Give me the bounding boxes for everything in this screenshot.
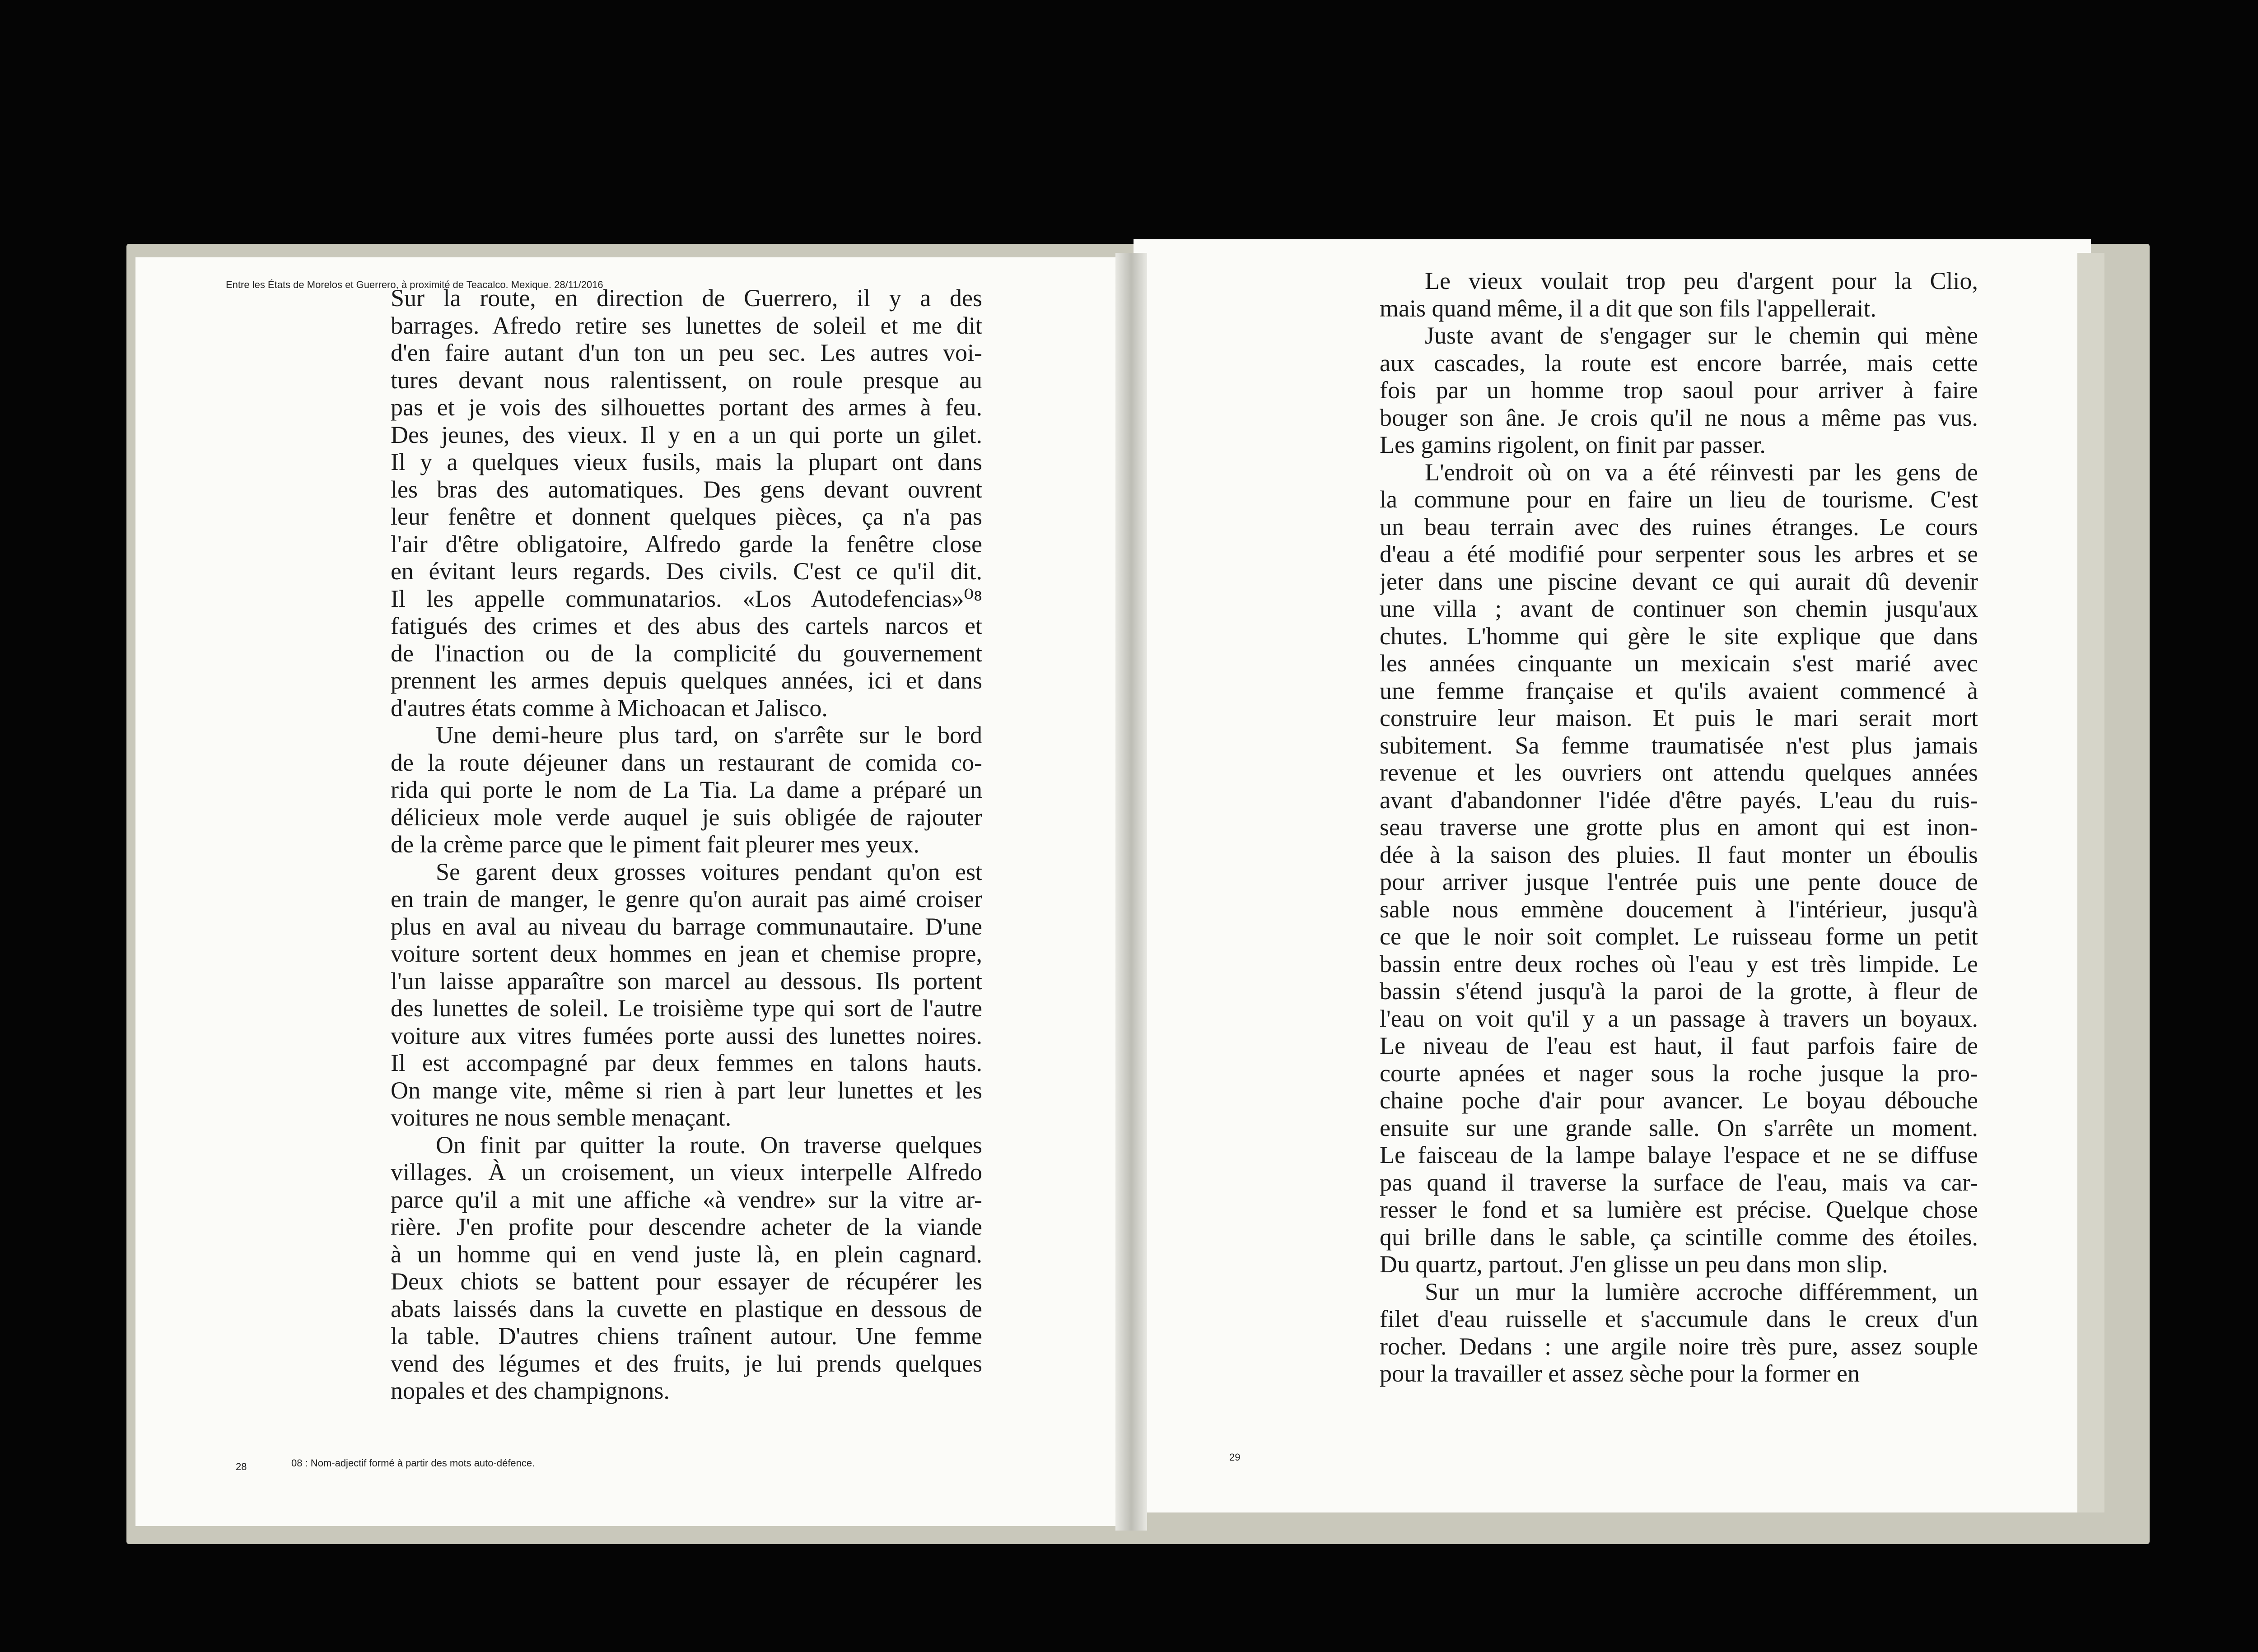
text-line: rida qui porte le nom de La Tia. La dame a préparé un xyxy=(391,776,982,803)
right-page-text xyxy=(1380,267,1978,1387)
text-line: l'air d'être obligatoire, Alfredo garde la fenêtre close xyxy=(391,530,982,558)
text-line: On finit par quitter la route. On traverse quelques xyxy=(436,1131,982,1159)
text-line: voiture aux vitres fumées porte aussi des lunettes noires. xyxy=(391,1022,982,1049)
text-line: Le vieux voulait trop peu d'argent pour la Clio, xyxy=(1425,267,1978,294)
text-line: d'autres états comme à Michoacan et Jalisco. xyxy=(391,694,828,721)
text-line: prennent les armes depuis quelques années, ici et dans xyxy=(391,667,982,694)
text-line: d'en faire autant d'un ton un peu sec. Les autres voi- xyxy=(391,339,982,366)
text-line: vend des légumes et des fruits, je lui prends quelques xyxy=(391,1350,982,1377)
text-line: de l'inaction ou de la complicité du gouvernement xyxy=(391,639,982,667)
text-line: seau traverse une grotte plus en amont qui est inon- xyxy=(1380,814,1978,841)
text-line: bassin entre deux roches où l'eau y est très limpide. Le xyxy=(1380,950,1978,977)
page-number-right: 29 xyxy=(1229,1452,1241,1463)
text-line: nopales et des champignons. xyxy=(391,1377,670,1404)
text-line: Des jeunes, des vieux. Il y en a un qui porte un gilet. xyxy=(391,421,982,448)
text-line: la commune pour en faire un lieu de tourisme. C'est xyxy=(1380,486,1978,513)
text-line: d'eau a été modifié pour serpenter sous les arbres et se xyxy=(1380,540,1978,568)
text-line: construire leur maison. Et puis le mari serait mort xyxy=(1380,704,1978,731)
text-line: parce qu'il a mit une affiche «à vendre» sur la vitre ar- xyxy=(391,1186,982,1213)
text-line: à un homme qui en vend juste là, en plein cagnard. xyxy=(391,1240,982,1268)
text-line: abats laissés dans la cuvette en plastique en dessous de xyxy=(391,1295,982,1322)
text-line: Le faisceau de la lampe balaye l'espace et ne se diffuse xyxy=(1380,1141,1978,1168)
text-line: On mange vite, même si rien à part leur lunettes et les xyxy=(391,1076,982,1104)
text-line: aux cascades, la route est encore barrée, mais cette xyxy=(1380,349,1978,377)
text-line: en train de manger, le genre qu'on aurait pas aimé croiser xyxy=(391,885,982,912)
text-line: voitures ne nous semble menaçant. xyxy=(391,1104,732,1131)
text-line: ensuite sur une grande salle. On s'arrête un moment. xyxy=(1380,1114,1978,1141)
text-line: leur fenêtre et donnent quelques pièces, ça n'a pas xyxy=(391,503,982,530)
text-line: qui brille dans le sable, ça scintille comme des étoiles. xyxy=(1380,1223,1978,1251)
text-line: pas et je vois des silhouettes portant des armes à feu. xyxy=(391,394,982,421)
text-line: tures devant nous ralentissent, on roule presque au xyxy=(391,366,982,394)
text-line: Une demi-heure plus tard, on s'arrête sur le bord xyxy=(436,721,982,749)
text-line: ce que le noir soit complet. Le ruisseau forme un petit xyxy=(1380,923,1978,950)
text-line: Sur la route, en direction de Guerrero, il y a des xyxy=(391,284,982,312)
text-line: Deux chiots se battent pour essayer de récupérer les xyxy=(391,1268,982,1295)
page-edges xyxy=(2077,253,2104,1512)
text-line: l'eau on voit qu'il y a un passage à travers un boyaux. xyxy=(1380,1005,1978,1032)
text-line: Du quartz, partout. J'en glisse un peu dans mon slip. xyxy=(1380,1251,1888,1278)
text-line: en évitant leurs regards. Des civils. C'est ce qu'il dit. xyxy=(391,558,982,585)
header-caption: Entre les États de Morelos et Guerrero, à proximité de Teacalco. Mexique. 28/11/2016 xyxy=(226,279,603,290)
text-line: dée à la saison des pluies. Il faut monter un éboulis xyxy=(1380,841,1978,868)
text-line: rière. J'en profite pour descendre acheter de la viande xyxy=(391,1213,982,1240)
text-line: de la route déjeuner dans un restaurant de comida co- xyxy=(391,749,982,776)
text-line: Sur un mur la lumière accroche différemment, un xyxy=(1425,1278,1978,1305)
text-line: jeter dans une piscine devant ce qui aurait dû devenir xyxy=(1380,568,1978,595)
text-line: subitement. Sa femme traumatisée n'est plus jamais xyxy=(1380,731,1978,759)
footnote: 08 : Nom-adjectif formé à partir des mots auto-défence. xyxy=(291,1457,535,1469)
text-line: pour arriver jusque l'entrée puis une pente douce de xyxy=(1380,868,1978,895)
text-line: pour la travailler et assez sèche pour la former en xyxy=(1380,1360,1860,1387)
text-line: chaine poche d'air pour avancer. Le boyau débouche xyxy=(1380,1087,1978,1114)
text-line: chutes. L'homme qui gère le site explique que dans xyxy=(1380,622,1978,650)
text-line: bouger son âne. Je crois qu'il ne nous a même pas vus. xyxy=(1380,404,1978,431)
text-line: Se garent deux grosses voitures pendant qu'on est xyxy=(436,858,982,885)
text-line: Le niveau de l'eau est haut, il faut parfois faire de xyxy=(1380,1032,1978,1059)
text-line: les années cinquante un mexicain s'est marié avec xyxy=(1380,650,1978,677)
text-line: une villa ; avant de continuer son chemin jusqu'aux xyxy=(1380,595,1978,622)
text-line: une femme française et qu'ils avaient commencé à xyxy=(1380,677,1978,704)
text-line: délicieux mole verde auquel je suis obligée de rajouter xyxy=(391,803,982,831)
text-line: resser le fond et sa lumière est précise. Quelque chose xyxy=(1380,1196,1978,1223)
text-line: un beau terrain avec des ruines étranges. Le cours xyxy=(1380,513,1978,540)
text-line: les bras des automatiques. Des gens devant ouvrent xyxy=(391,475,982,503)
text-line: la table. D'autres chiens traînent autour. Une femme xyxy=(391,1322,982,1350)
text-line: fatigués des crimes et des abus des cartels narcos et xyxy=(391,612,982,639)
text-line: plus en aval au niveau du barrage communautaire. D'une xyxy=(391,912,982,940)
text-line: de la crème parce que le piment fait pleurer mes yeux. xyxy=(391,831,919,858)
left-page-text xyxy=(391,284,982,1405)
text-line: revenue et les ouvriers ont attendu quelques années xyxy=(1380,759,1978,786)
text-line: villages. À un croisement, un vieux interpelle Alfredo xyxy=(391,1159,982,1186)
text-line: voiture sortent deux hommes en jean et chemise propre, xyxy=(391,940,982,967)
text-line: l'un laisse apparaître son marcel au dessous. Ils portent xyxy=(391,967,982,995)
text-line: sable nous emmène doucement à l'intérieur, jusqu'à xyxy=(1380,895,1978,923)
book-gutter xyxy=(1115,253,1147,1531)
text-line: courte apnées et nager sous la roche jusque la pro- xyxy=(1380,1059,1978,1087)
text-line: filet d'eau ruisselle et s'accumule dans le creux d'un xyxy=(1380,1305,1978,1332)
text-line: Les gamins rigolent, on finit par passer. xyxy=(1380,431,1766,458)
text-line: Juste avant de s'engager sur le chemin qui mène xyxy=(1425,322,1978,349)
text-line: Il les appelle communatarios. «Los Autodefencias»⁰⁸ xyxy=(391,585,982,612)
text-line: barrages. Afredo retire ses lunettes de soleil et me dit xyxy=(391,312,982,339)
text-line: pas quand il traverse la surface de l'eau, mais va car- xyxy=(1380,1168,1978,1196)
text-line: mais quand même, il a dit que son fils l'appellerait. xyxy=(1380,294,1876,322)
text-line: des lunettes de soleil. Le troisième type qui sort de l'autre xyxy=(391,995,982,1022)
text-line: L'endroit où on va a été réinvesti par les gens de xyxy=(1425,458,1978,486)
text-line: bassin s'étend jusqu'à la paroi de la grotte, à fleur de xyxy=(1380,977,1978,1005)
text-line: fois par un homme trop saoul pour arriver à faire xyxy=(1380,377,1978,404)
page-number-left: 28 xyxy=(236,1461,247,1472)
text-line: rocher. Dedans : une argile noire très pure, assez souple xyxy=(1380,1332,1978,1360)
text-line: Il est accompagné par deux femmes en talons hauts. xyxy=(391,1049,982,1076)
text-line: Il y a quelques vieux fusils, mais la plupart ont dans xyxy=(391,448,982,475)
text-line: avant d'abandonner l'idée d'être payés. L'eau du ruis- xyxy=(1380,786,1978,814)
